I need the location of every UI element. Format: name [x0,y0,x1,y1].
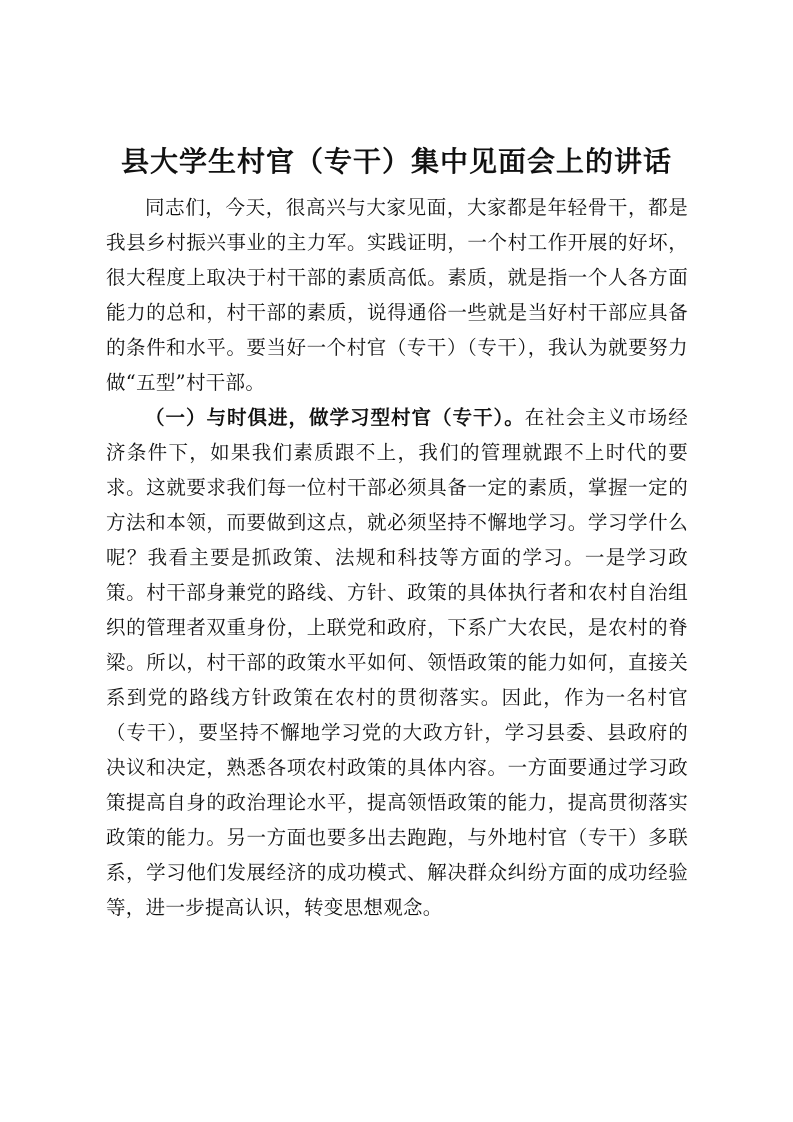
section-one-text: 在社会主义市场经济条件下，如果我们素质跟不上，我们的管理就跟不上时代的要求。这就要求我们每一位村干部必须具备一定的素质，掌握一定的方法和本领，而要做到这点，就必须坚持不懈地学习。学习学什么呢？我看主要是抓政策、法规和科技等方面的学习。一是学习政策。村干部身兼党的路线、方针、政策的具体执行者和农村自治组织的管理者双重身份，上联党和政府，下系广大农民，是农村的脊梁。所以，村干部的政策水平如何、领悟政策的能力如何，直接关系到党的路线方针政策在农村的贯彻落实。因此，作为一名村官（专干），要坚持不懈地学习党的大政方针，学习县委、县政府的决议和决定，熟悉各项农村政策的具体内容。一方面要通过学习政策提高自身的政治理论水平，提高领悟政策的能力，提高贯彻落实政策的能力。另一方面也要多出去跑跑，与外地村官（专干）多联系，学习他们发展经济的成功模式、解决群众纠纷方面的成功经验等，进一步提高认识，转变思想观念。 [106,406,689,919]
paragraph-opening [106,190,688,400]
section-one-heading: （一）与时俱进，做学习型村官（专干）。 [145,406,525,429]
document-title: 县大学生村官（专干）集中见面会上的讲话 [120,145,672,178]
paragraph-section-one [106,400,688,925]
paragraph-opening-text: 同志们，今天，很高兴与大家见面，大家都是年轻骨干，都是我县乡村振兴事业的主力军。实践证明，一个村工作开展的好坏，很大程度上取决于村干部的素质高低。素质，就是指一个人各方面能力的总和，村干部的素质，说得通俗一些就是当好村干部应具备的条件和水平。要当好一个村官（专干）（专干），我认为就要努力做“五型”村干部。 [106,196,688,394]
document-body [106,190,688,925]
